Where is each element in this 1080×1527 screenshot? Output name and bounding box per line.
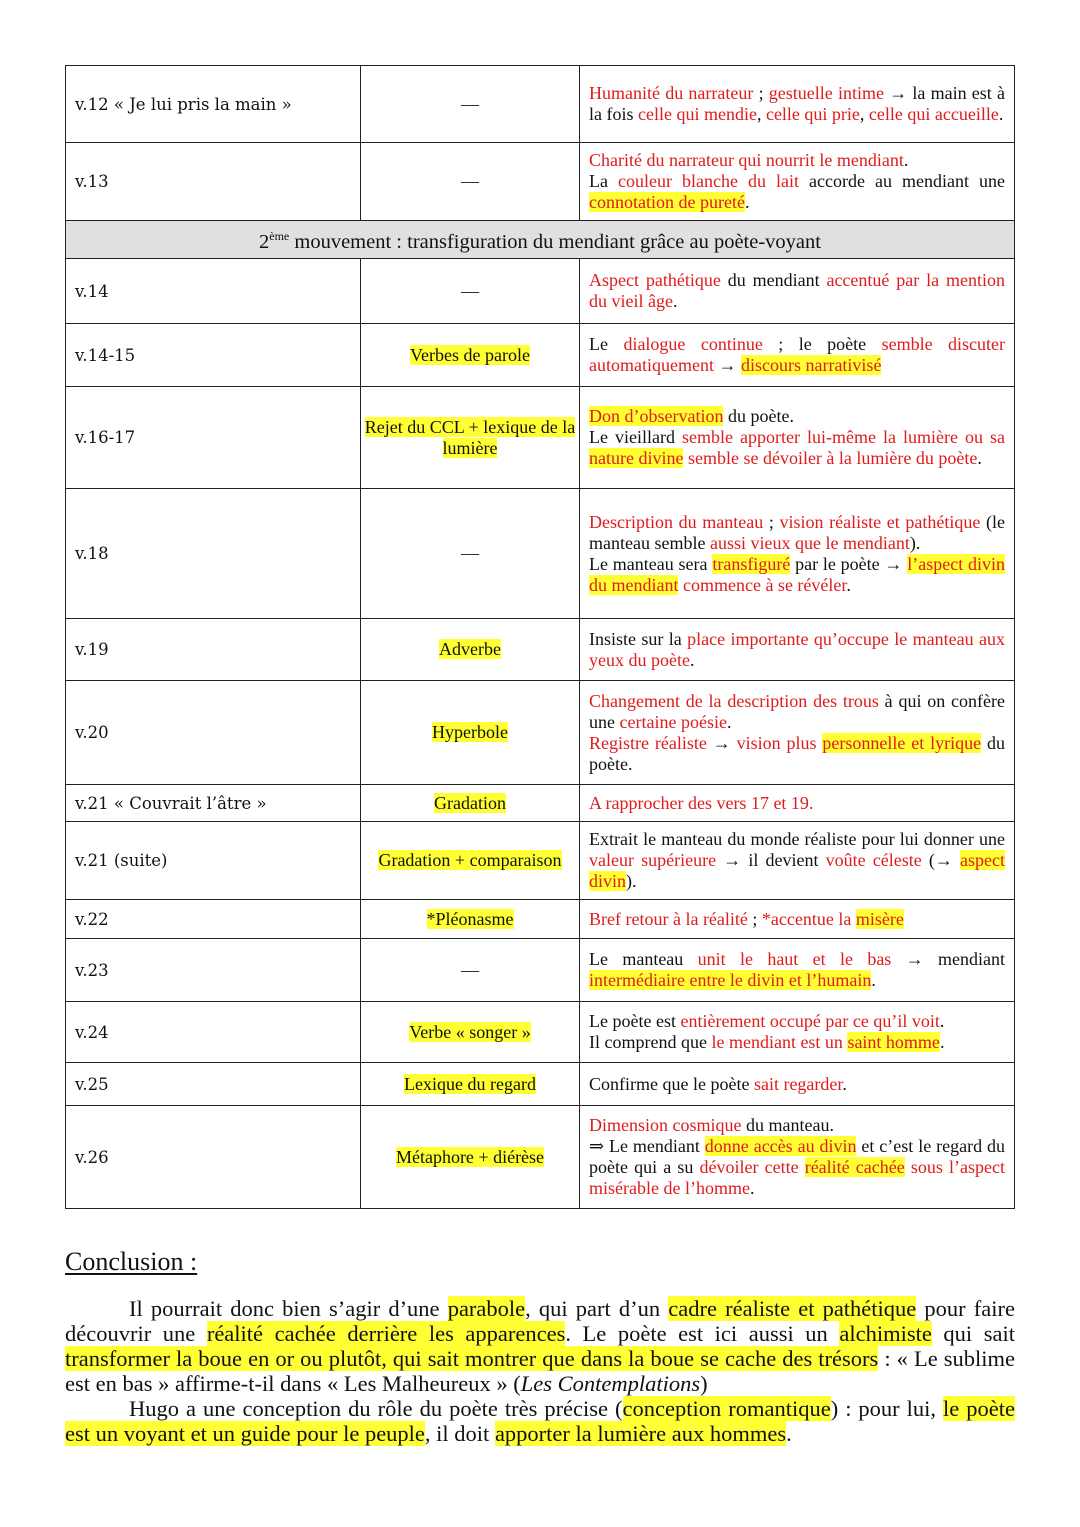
table-row <box>66 1106 1015 1209</box>
conclusion-text: le poète est un voyant et un guide pour le peuple <box>65 1396 1016 1446</box>
analysis-cell <box>580 939 1015 1002</box>
analysis-text: Description du manteau <box>589 511 764 532</box>
table-row <box>66 900 1015 939</box>
analysis-text: . <box>749 1178 755 1198</box>
verse-ref: v.23 <box>66 939 361 1002</box>
analysis-text: couleur blanche du lait <box>618 171 800 191</box>
figure-cell <box>361 259 580 324</box>
table-row <box>66 66 1015 143</box>
conclusion-text: conception romantique <box>622 1396 831 1421</box>
analysis-text: Bref retour à la réalité <box>589 908 748 929</box>
analysis-text: Il comprend que <box>589 1032 712 1052</box>
analysis-text: semble discuter automatiquement <box>589 334 1006 375</box>
conclusion-paragraph <box>65 1296 1015 1396</box>
conclusion-text: parabole <box>447 1296 526 1321</box>
figure-label: — <box>461 93 479 114</box>
table-row <box>66 324 1015 387</box>
analysis-text: Le manteau sera <box>589 553 713 574</box>
section-row <box>66 221 1015 259</box>
analysis-text: (le manteau semble <box>589 511 1005 553</box>
figure-label: Adverbe <box>439 639 501 659</box>
analysis-text: , <box>859 104 869 124</box>
figure-label: Gradation + comparaison <box>378 850 562 870</box>
conclusion-title: Conclusion : <box>65 1247 198 1276</box>
conclusion-body <box>65 1296 1015 1446</box>
analysis-text: discours narrativisé <box>740 355 882 375</box>
conclusion-text: réalité cachée derrière les apparences <box>206 1321 566 1346</box>
analysis-cell <box>580 822 1015 900</box>
conclusion-text: . Le poète est ici aussi un <box>565 1321 840 1346</box>
analysis-text: ). <box>909 532 921 553</box>
analysis-cell <box>580 489 1015 619</box>
conclusion-text: ) : pour lui, <box>830 1396 944 1421</box>
analysis-text: Don d’observation <box>589 406 724 426</box>
analysis-text: Le manteau <box>589 949 698 969</box>
figure-label: Verbes de parole <box>410 344 530 365</box>
analysis-cell <box>580 900 1015 939</box>
verse-ref: v.21 (suite) <box>66 822 361 900</box>
analysis-text: dialogue continue <box>623 334 763 354</box>
analysis-text: Confirme que le poète <box>589 1073 754 1094</box>
analysis-text: . <box>977 448 982 468</box>
analysis-text: sous l’aspect misérable de l’homme <box>589 1157 1005 1198</box>
conclusion-text: Il pourrait donc bien s’agir d’une <box>129 1296 448 1321</box>
analysis-text: ; <box>753 83 769 103</box>
analysis-text: celle qui prie <box>765 104 860 124</box>
analysis-cell <box>580 259 1015 324</box>
verse-ref: v.14-15 <box>66 324 361 387</box>
analysis-text: *accentue la <box>761 908 856 929</box>
figure-cell <box>361 143 580 221</box>
conclusion-text: . <box>786 1421 792 1446</box>
analysis-text: . <box>689 649 695 670</box>
conclusion-text: qui sait <box>931 1321 1015 1346</box>
analysis-text: Charité du narrateur qui nourrit le mendiant <box>589 150 904 170</box>
conclusion-text: : « Le sublime est en bas » affirme-t-il dans « Les Malheureux » ( <box>65 1346 1015 1396</box>
table-row <box>66 681 1015 785</box>
figure-cell <box>361 681 580 785</box>
verse-ref: v.21 « Couvrait l’âtre » <box>66 785 361 822</box>
figure-cell <box>361 822 580 900</box>
figure-cell <box>361 939 580 1002</box>
analysis-text: . <box>998 104 1004 124</box>
figure-label: Lexique du regard <box>404 1073 536 1094</box>
analysis-text: commence à se révéler <box>682 574 847 595</box>
analysis-text: et c’est le regard du poète qui a su <box>589 1136 1005 1177</box>
conclusion-text: , qui part d’un <box>525 1296 669 1321</box>
verse-ref: v.20 <box>66 681 361 785</box>
analysis-text: , <box>756 104 766 124</box>
table-row <box>66 387 1015 489</box>
table-row <box>66 619 1015 681</box>
verse-ref: v.24 <box>66 1002 361 1063</box>
table-row <box>66 822 1015 900</box>
analysis-text: Dimension cosmique <box>589 1115 742 1135</box>
verse-ref: v.25 <box>66 1063 361 1106</box>
analysis-text: A rapprocher des vers 17 et 19 <box>589 792 809 813</box>
analysis-text: connotation de pureté <box>589 192 745 212</box>
analysis-text: ). <box>626 871 637 891</box>
analysis-text: entièrement occupé par ce qu’il voit <box>680 1011 940 1031</box>
analysis-text: ; le poète <box>762 334 882 354</box>
analysis-text: → mendiant <box>891 949 1005 969</box>
analysis-text: Extrait le manteau du monde réaliste pour lui donner une <box>589 829 1005 849</box>
table-row <box>66 489 1015 619</box>
figure-label: — <box>461 280 479 301</box>
analysis-text: du poète. <box>723 406 794 426</box>
section-header <box>66 221 1015 259</box>
figure-cell <box>361 619 580 681</box>
analysis-text: intermédiaire entre le divin et l’humain <box>589 970 872 990</box>
analysis-text: . <box>842 1073 847 1094</box>
analysis-text: aspect divin <box>589 850 1005 891</box>
conclusion-text: transformer la boue en or ou plutôt, qui sait montrer que dans la boue se cache des trésors <box>65 1346 879 1371</box>
analysis-cell <box>580 619 1015 681</box>
figure-label: Hyperbole <box>432 722 508 742</box>
conclusion-paragraph <box>65 1396 1015 1446</box>
analysis-text: Le <box>589 334 624 354</box>
analysis-text: l’aspect divin du mendiant <box>589 553 1006 595</box>
conclusion-text: alchimiste <box>839 1321 932 1346</box>
analysis-text: donne accès au divin <box>704 1136 857 1156</box>
conclusion-text: apporter la lumière aux hommes <box>494 1421 787 1446</box>
verse-ref: v.12 « Je lui pris la main » <box>66 66 361 143</box>
table-row <box>66 1063 1015 1106</box>
table-row <box>66 785 1015 822</box>
table-row <box>66 1002 1015 1063</box>
analysis-text: . <box>672 291 678 311</box>
analysis-text: ; <box>763 511 780 532</box>
analysis-text: place importante qu’occupe le manteau aux yeux du poète <box>589 628 1006 670</box>
analysis-table <box>65 65 1015 1209</box>
analysis-cell <box>580 324 1015 387</box>
analysis-text: unit le haut et le bas <box>697 949 892 969</box>
conclusion-text: pour faire découvrir une <box>65 1296 1016 1346</box>
analysis-text: vision réaliste et pathétique <box>779 511 981 532</box>
analysis-text: Le vieillard <box>589 427 682 447</box>
analysis-text: Insiste sur la <box>589 628 688 649</box>
analysis-text: accentué par la mention du vieil âge <box>589 270 1005 311</box>
analysis-text: par le poète → <box>790 553 908 574</box>
analysis-text: ; <box>747 908 762 929</box>
analysis-text: → <box>713 355 741 375</box>
analysis-text: dévoiler cette <box>699 1157 805 1177</box>
figure-label: — <box>461 171 479 191</box>
analysis-text: sait regarder <box>753 1073 843 1094</box>
analysis-text: Changement de la description des trous <box>589 690 879 711</box>
figure-cell <box>361 900 580 939</box>
figure-label: Verbe « songer » <box>409 1021 531 1042</box>
analysis-text: valeur supérieure <box>589 850 717 870</box>
analysis-text: accorde au mendiant une <box>799 171 1006 191</box>
analysis-cell <box>580 1002 1015 1063</box>
analysis-text: aussi vieux que le mendiant <box>709 532 910 553</box>
analysis-text: . <box>726 711 732 732</box>
analysis-text: Humanité du narrateur <box>589 83 754 103</box>
analysis-text: certaine poésie <box>619 711 727 732</box>
analysis-text: vision plus <box>736 732 823 753</box>
analysis-cell <box>580 681 1015 785</box>
analysis-text: semble apporter lui-même la lumière ou sa <box>682 427 1005 447</box>
analysis-cell <box>580 143 1015 221</box>
analysis-text: semble se dévoiler à la lumière du poète <box>683 448 978 468</box>
table-row <box>66 259 1015 324</box>
analysis-text: Aspect pathétique <box>589 270 721 290</box>
analysis-text: → <box>706 732 737 753</box>
figure-label: Rejet du CCL + lexique de la lumière <box>364 416 576 458</box>
figure-label: Métaphore + diérèse <box>395 1146 545 1167</box>
figure-cell <box>361 66 580 143</box>
analysis-text: . <box>871 970 876 990</box>
analysis-text: du poète. <box>589 732 1005 774</box>
verse-ref: v.19 <box>66 619 361 681</box>
analysis-text: transfiguré <box>712 553 791 574</box>
conclusion-text: Hugo a une conception du rôle du poète très précise ( <box>129 1396 623 1421</box>
analysis-text: celle qui mendie <box>638 104 757 124</box>
analysis-text: gestuelle intime <box>768 83 884 103</box>
analysis-text: le mendiant est un <box>711 1032 848 1052</box>
analysis-cell <box>580 1106 1015 1209</box>
verse-ref: v.22 <box>66 900 361 939</box>
analysis-text: → il devient <box>716 850 826 870</box>
figure-cell <box>361 785 580 822</box>
figure-cell <box>361 324 580 387</box>
table-row <box>66 939 1015 1002</box>
table-row <box>66 143 1015 221</box>
verse-ref: v.14 <box>66 259 361 324</box>
analysis-text: . <box>744 192 750 212</box>
analysis-text: (→ <box>921 850 961 870</box>
analysis-text: . <box>903 150 909 170</box>
analysis-text: celle qui accueille <box>868 104 999 124</box>
analysis-text: personnelle et lyrique <box>822 732 982 753</box>
analysis-text: du manteau. <box>741 1115 834 1135</box>
analysis-text: à qui on confère une <box>589 690 1005 732</box>
verse-ref: v.13 <box>66 143 361 221</box>
analysis-text: La <box>589 171 619 191</box>
section-title: mouvement : transfiguration du mendiant grâce au poète-voyant <box>289 230 821 253</box>
verse-ref: v.16-17 <box>66 387 361 489</box>
analysis-text: Le poète est <box>589 1011 681 1031</box>
analysis-cell <box>580 387 1015 489</box>
analysis-text: . <box>939 1032 945 1052</box>
figure-label: — <box>461 959 479 980</box>
conclusion-text: ) <box>700 1371 708 1396</box>
analysis-text: misère <box>855 908 904 929</box>
verse-ref: v.26 <box>66 1106 361 1209</box>
analysis-cell <box>580 1063 1015 1106</box>
analysis-text: saint homme <box>847 1032 940 1052</box>
analysis-text: nature divine <box>589 448 684 468</box>
figure-cell <box>361 1106 580 1209</box>
figure-label: *Pléonasme <box>426 908 514 929</box>
figure-label: — <box>461 543 479 563</box>
conclusion-text: cadre réaliste et pathétique <box>668 1296 917 1321</box>
analysis-text: → la main est à la fois <box>589 83 1006 124</box>
figure-cell <box>361 1063 580 1106</box>
analysis-text: ⇒ Le mendiant <box>589 1136 705 1156</box>
analysis-text: Registre réaliste <box>589 732 707 753</box>
figure-cell <box>361 489 580 619</box>
analysis-text: . <box>846 574 851 595</box>
section-number: 2 <box>259 230 270 253</box>
analysis-cell <box>580 66 1015 143</box>
analysis-text: . <box>939 1011 945 1031</box>
book-title: Les Contemplations <box>520 1371 701 1396</box>
conclusion-text: , il doit <box>424 1421 495 1446</box>
section-sup: ème <box>269 229 290 244</box>
analysis-cell <box>580 785 1015 822</box>
analysis-text: réalité cachée <box>804 1157 905 1177</box>
analysis-text: . <box>808 792 814 813</box>
figure-cell <box>361 387 580 489</box>
analysis-text: voûte céleste <box>825 850 922 870</box>
verse-ref: v.18 <box>66 489 361 619</box>
analysis-text: du mendiant <box>720 270 827 290</box>
figure-cell <box>361 1002 580 1063</box>
figure-label: Gradation <box>434 792 506 813</box>
